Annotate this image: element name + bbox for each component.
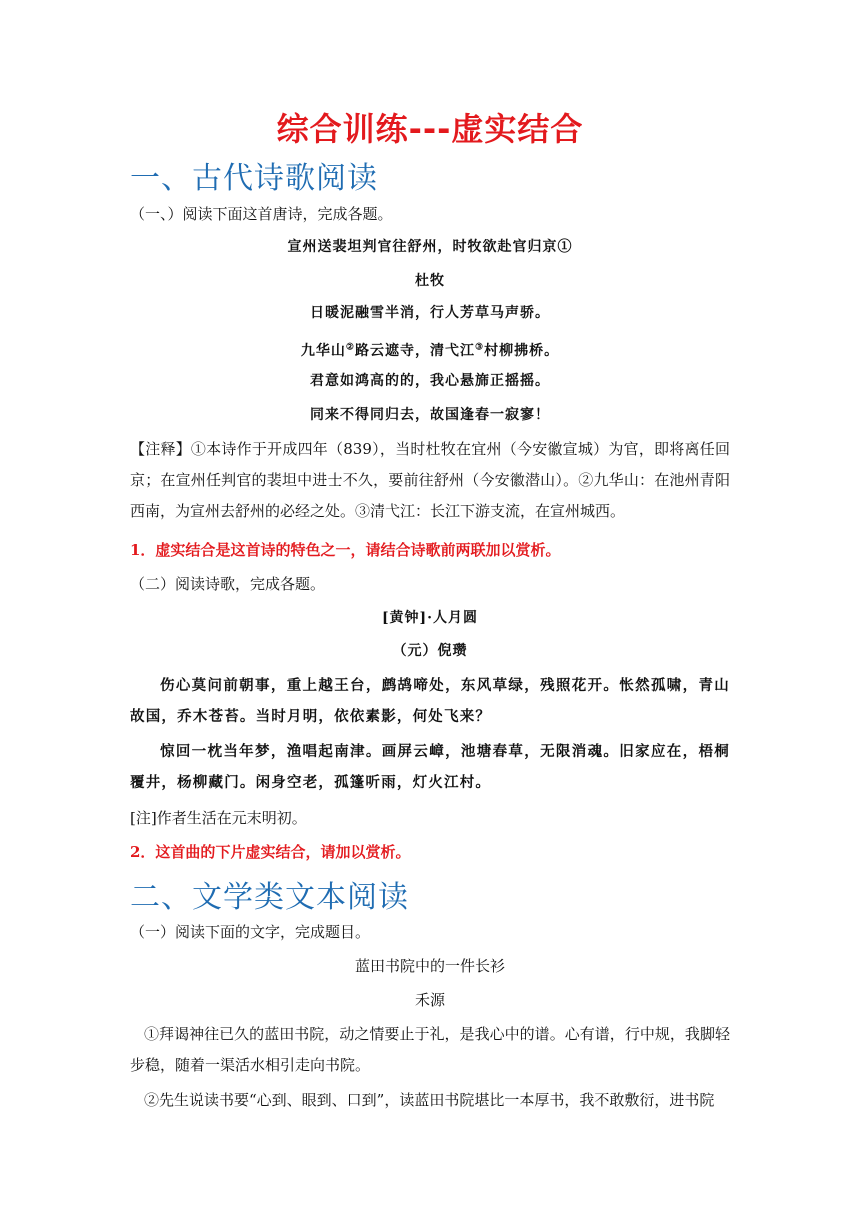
article-author: 禾源 bbox=[414, 991, 445, 1009]
section-heading-literature: 二、文学类文本阅读 bbox=[130, 880, 409, 915]
poem-annotation: 【注释】①本诗作于开成四年（839），当时杜牧在宜州（今安徽宣城）为官，即将离任回京；在宣州任判官的裴坦中进士不久，要前往舒州（今安徽潜山）。②九华山：在池州青阳西南，为宣州去舒州的必经之处。③清弋江：长江下游支流，在宣州城西。 bbox=[130, 440, 730, 520]
instruction-part2: （二）阅读诗歌，完成各题。 bbox=[130, 575, 326, 593]
article-paragraph-1: ①拜谒神往已久的蓝田书院，动之情要止于礼，是我心中的谱。心有谱，行中规，我脚轻步稳，随着一渠活水相引走向书院。 bbox=[130, 1025, 730, 1074]
article-paragraph-2: ②先生说读书要“心到、眼到、口到”，读蓝田书院堪比一本厚书，我不敢敷衍，进书院 bbox=[144, 1091, 715, 1109]
qu-stanza-2: 惊回一枕当年梦，渔唱起南津。画屏云嶂，池塘春草，无限消魂。旧家应在，梧桐覆井，杨柳藏门。闲身空老，孤篷听雨，灯火江村。 bbox=[130, 743, 730, 791]
poem-line-3: 君意如鸿高的的，我心悬旆正摇摇。 bbox=[310, 373, 550, 389]
qu-title: [黄钟]·人月圆 bbox=[381, 610, 479, 626]
qu-author: （元）倪瓒 bbox=[392, 643, 468, 659]
section-heading-poetry: 一、古代诗歌阅读 bbox=[130, 161, 378, 196]
qu-note: [注]作者生活在元末明初。 bbox=[130, 809, 307, 827]
poem-author: 杜牧 bbox=[415, 273, 445, 289]
document-title: 综合训练---虚实结合 bbox=[276, 110, 584, 148]
qu-stanza-1: 伤心莫问前朝事，重上越王台，鹧鸪啼处，东风草绿，残照花开。怅然孤啸，青山故国，乔木苍苔。当时月明，依依素影，何处飞来？ bbox=[130, 677, 730, 725]
question-1: 1．虚实结合是这首诗的特色之一，请结合诗歌前两联加以赏析。 bbox=[130, 541, 561, 559]
poem-line-1: 日暖泥融雪半消，行人芳草马声骄。 bbox=[310, 305, 550, 321]
poem-line-2 bbox=[0, 337, 860, 361]
article-title: 蓝田书院中的一件长衫 bbox=[354, 957, 505, 975]
instruction-part1: （一、）阅读下面这首唐诗，完成各题。 bbox=[130, 205, 393, 223]
poem-line-4: 同来不得同归去，故国逢春一寂寥！ bbox=[310, 407, 550, 423]
question-2: 2．这首曲的下片虚实结合，请加以赏析。 bbox=[130, 843, 411, 861]
poem-line-2-text: 九华山②路云遮寺，清弋江③村柳拂桥。 bbox=[300, 342, 560, 359]
instruction-literature: （一）阅读下面的文字，完成题目。 bbox=[130, 923, 371, 941]
poem-title: 宣州送裴坦判官往舒州，时牧欲赴官归京① bbox=[287, 239, 573, 255]
